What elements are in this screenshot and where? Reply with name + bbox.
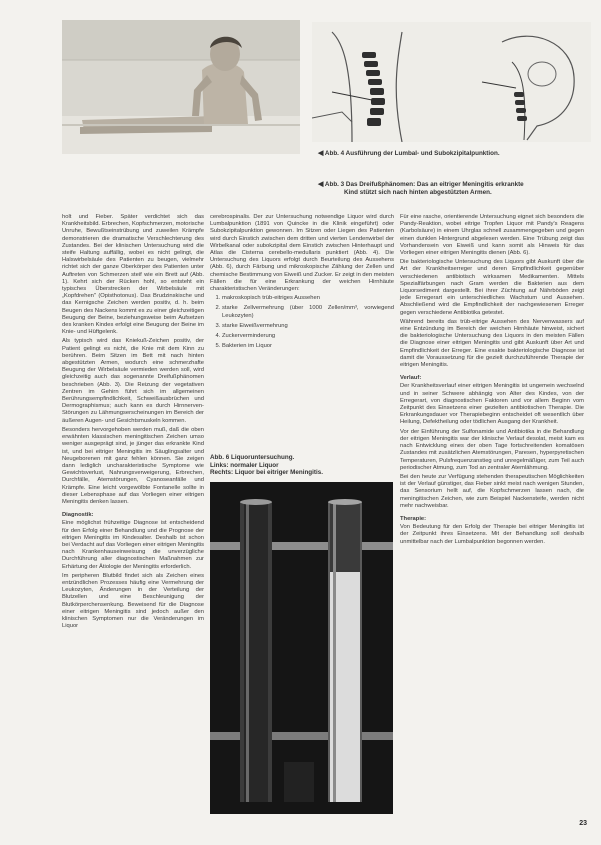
paragraph: holt und Fieber. Später verdichtet sich das Krankheitsbild. Erbrechen, Kopfschmerzen, motorische Unruhe, Bewußtseinstrübung und zuweilen Krämpfe demonstrieren die dramatische Verschlechterung des Zustandes. Bei der klinischen Untersuchung wird die steife Haltung auffällig, wobei es nicht gelingt, die Halswirbelsäule des Patienten zu beugen, vielmehr richtet sich der ganze Oberkörper des Patienten unter Auftreten von Schmerzen steif wie ein Brett auf (Abb. 1). Kehrt sich der Rücken hohl, so entsteht ein typisches Überstrecken der Wirbelsäule mit „Kopfdrehen" (Opisthotonus). Das Brudzinskische und das Kernigsche Zeichen werden positiv, d. h. beim Beugen des Nackens kommt es zu einer gleichzeitigen Beugung der Beine, beziehungsweise beim Aufsetzen des kranken Kindes erfolgt eine Beugung der Beine im Knie- und Hüftgelenk. [62, 214, 204, 336]
photo-liquor-tubes [210, 482, 393, 814]
list-item: 4. Zuckerverminderung [222, 333, 394, 340]
paragraph: Besonders hervorgehoben werden muß, daß die oben erwähnten klassischen meningitischen Zeichen umso weniger ausgeprägt sind, je jünger das erkrankte Kind ist, und bei eitriger Meningitis im Säuglingsalter und Neugeborenen mit ganz fehlen können. Sie zeigen dann lediglich uncharakteristische Symptome wie Gewichtsverlust, Nahrungsverweigerung, Erbrechen, Durchfälle, Atemstörungen, Cyanoseanfälle und Krämpfe. Eine leicht vorgewölbte Fontanelle sollte in dieser Lebensphase auf das Vorliegen einer eitrigen Meningitis denken lassen. [62, 426, 204, 505]
caption-fig4-text: Abb. 4 Ausführung der Lumbal- und Subokzipitalpunktion. [324, 150, 500, 157]
heading-therapie: Therapie: [400, 515, 427, 522]
paragraph: Im peripheren Blutbild findet sich als Zeichen eines entzündlichen Prozesses häufig eine Vermehrung der Leukozyten, Änderungen in der Verteilung der Blutzellen und eine Beschleunigung der Blutkörperchensenkung. Beweisend für die Diagnose einer eitrigen Meningitis sind jedoch außer den klinischen Symptomen nur die Veränderungen im Liquor [62, 572, 204, 630]
paragraph: Vor der Einführung der Sulfonamide und Antibiotika in die Behandlung der eitrigen Meningitis war der klinische Verlauf desolat, meist kam es nach Entwicklung eines der oben Tage fortschreitenden komatösen Zustandes mit zusätzlichen Atemstörungen, Paresen, hyperpyretischen Temperaturen, Pulsfrequenzanstieg und unregelmäßiger, zum Teil auch periodischer Atmung, zum Tod an zentraler Atemlähmung. [400, 428, 584, 471]
caption-arrow-icon: ◀ [318, 181, 324, 188]
caption-fig6-line3: Rechts: Liquor bei eitriger Meningitis. [210, 469, 324, 476]
list-item: 3. starke Eiweißvermehrung [222, 323, 394, 330]
caption-fig6-line2: Links: normaler Liquor [210, 461, 279, 469]
paragraph: Für eine rasche, orientierende Untersuchung eignet sich besonders die Pandy-Reaktion, wobei eitrige Tropfen Liquor mit Pandy's Reagens (Karbolsäure) in einem Uhrglas schnell zusammengegeben und gegen einen dunklen Hintergrund abgelesen werden. Eine Trübung zeigt das Vorhandensein von Eiweiß und kann somit als Hinweis für das Vorliegen einer eitrigen Meningitis dienen (Abb. 6). [400, 214, 584, 257]
caption-fig6-line1: Abb. 6 Liquoruntersuchung. [210, 454, 295, 461]
heading-verlauf: Verlauf: [400, 375, 422, 382]
photo-liquor-illustration [210, 482, 393, 814]
photo-child-illustration [62, 20, 300, 154]
paragraph: cerebrospinalis. Der zur Untersuchung notwendige Liquor wird durch Lumbalpunktion (1891 von Quincke in die Klinik eingeführt) oder Subokzipitalpunktion gewonnen. Im Sitzen oder Liegen des Patienten wird durch Einstich zwischen dem dritten und vierten Lendenwirbel der Wirbelkanal oder subokzipital dem Einstich zwischen Hinterhaupt und Atlas die Cisterna cerebello-medullaris punktiert (Abb. 4). Die Untersuchung des Liquors erfolgt durch Beurteilung des Aussehens (Abb. 6), durch Färbung und mikroskopische Zählung der Zellen und chemische Bestimmung von Eiweiß und Zucker. Er zeigt in den meisten Fällen die für eine Erkrankung der weichen Hirnhäute charakteristischen Veränderungen: [210, 214, 394, 293]
paragraph: Bei den heute zur Verfügung stehenden therapeutischen Möglichkeiten ist der Verlauf günstiger, das Fieber sinkt meist nach wenigen Stunden, das Sensorium hellt auf, die Kopfschmerzen lassen nach, die meningitischen Zeichen, wie zum Beispiel Nackensteife, werden nicht mehr nachweisbar. [400, 473, 584, 509]
paragraph: Eine möglichst frühzeitige Diagnose ist entscheidend für den Erfolg einer Behandlung und die Prognose der eitrigen Meningitis im Kindesalter. Deshalb ist schon bei Verdacht auf das Vorliegen einer eitrigen Meningitis nach Krankenhauseinweisung die unverzügliche Durchführung aller diagnostischen Maßnahmen zur Erhärtung der Ätiologie der Meningitis erforderlich. [62, 520, 204, 570]
text-column-2 [210, 214, 394, 356]
caption-arrow-icon: ◀ [318, 150, 324, 157]
heading-diagnostik: Diagnostik: [62, 512, 94, 519]
paragraph: Während bereits das trüb-eitrige Aussehen des Nervenwassers auf eine Entzündung im Bereich der weichen Hirnhäute hinweist, sichert die bakteriologische Untersuchung des Liquors in den meisten Fällen die Diagnose einer eitrigen Meningitis und gibt Auskunft über Art und Empfindlichkeit der Erreger. Eine exakte bakteriologische Diagnose ist damit die Voraussetzung für die gezielt durchzuführende Therapie der eitrigen Meningitis. [400, 318, 584, 369]
diagram-spine-illustration [312, 22, 591, 142]
caption-fig4 [318, 150, 588, 158]
paragraph: Die bakteriologische Untersuchung des Liquors gibt Auskunft über die Art der Krankheitserreger und deren Empfindlichkeit gegenüber verschiedenen antibiotisch wirksamen Medikamenten. Mittels Spezialfärbungen nach Gram werden die Bakterien aus dem Liquorsediment dargestellt. Bei ihrer Züchtung auf Nährböden zeigt jede Erregerart ein unterschiedliches Wachstum und Aussehen. Abschließend wird die Empfindlichkeit der nachgewiesenen Erreger gegen verschiedene Antibiotika getestet. [400, 259, 584, 316]
paragraph: Der Krankheitsverlauf einer eitrigen Meningitis ist ungemein wechselnd und in seiner Schwere abhängig von Alter des Kindes, von der Erregerart, von diagnostischen Faktoren und vor allem Beginn vom Zeitpunkt des Einsetzens einer gezielten antibiotischen Therapie. Die Erkrankungsdauer vor Therapiebeginn entscheidet oft wesentlich über Heilung, Defektheilung oder tödlichen Ausgang der Krankheit. [400, 383, 584, 426]
caption-fig3-line2: Kind stützt sich nach hinten abgestützten Armen. [344, 188, 492, 196]
text-column-1 [62, 214, 204, 632]
caption-fig6 [210, 454, 394, 477]
liquor-findings-list [210, 295, 394, 350]
text-column-3 [400, 214, 584, 548]
page-number: 23 [579, 820, 587, 827]
paragraph: Von Bedeutung für den Erfolg der Therapie bei eitriger Meningitis ist der Zeitpunkt ihres Einsetzens. Mit der Behandlung soll deshalb unmittelbar nach der Lumbalpunktion begonnen werden. [400, 524, 584, 545]
photo-child-tripod-sign [62, 20, 300, 154]
paragraph: Als typisch wird das Kniekuß-Zeichen positiv, der Patient gelingt es nicht, die Knie mit dem Kinn zu berühren. Beim Sitzen im Bett mit nach hinten abgestützten Armen, wodurch eine schmerzhafte Beugung der Wirbelsäule vermieden werden soll, wird gleichzeitig auch das sogenannte Dreifußphänomen beschrieben (Abb. 3). Die Reizung der vegetativen Zentren im Gehirn führt sich im allgemeinen Berührungsempfindlichkeit, Schweißausbrüchen und Dermographismus; auch kann es durch Hirnnerven-Störungen zu Lähmungserscheinungen im Bereich der äußeren Augen- und Gesichtsmuskeln kommen. [62, 338, 204, 424]
diagram-lumbar-suboccipital-puncture [312, 22, 591, 142]
caption-fig3-line1: Abb. 3 Das Dreifußphänomen: Das an eitriger Meningitis erkrankte [324, 181, 524, 188]
list-item: 2. starke Zellvermehrung (über 1000 Zellen/mm³, vorwiegend Leukozyten) [222, 305, 394, 319]
list-item: 5. Bakterien im Liquor [222, 343, 394, 350]
caption-fig3 [318, 181, 598, 196]
list-item: 1. makroskopisch trüb-eitriges Aussehen [222, 295, 394, 302]
